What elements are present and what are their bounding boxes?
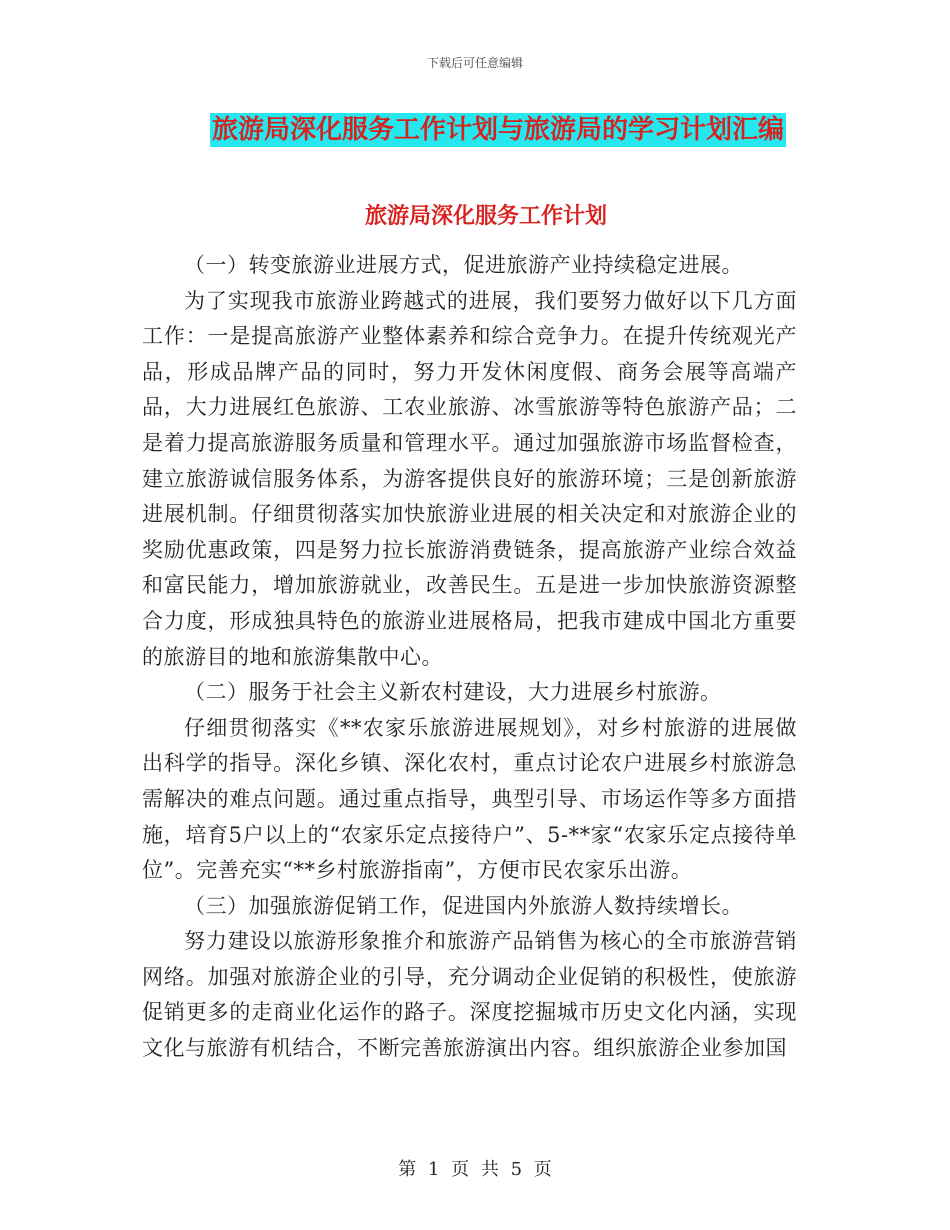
paragraph-body-2: 仔细贯彻落实《**农家乐旅游进展规划》，对乡村旅游的进展做出科学的指导。深化乡镇、深化农村，重点讨论农户进展乡村旅游急需解决的难点问题。通过重点指导，典型引导、市场运作等多方面措施，培育5户以上的“农家乐定点接待户”、5-**家“农家乐定点接待单位”。完善充实“**乡村旅游指南”，方便市民农家乐出游。 xyxy=(142,715,797,883)
paragraph-body-3: 努力建设以旅游形象推介和旅游产品销售为核心的全市旅游营销网络。加强对旅游企业的引导，充分调动企业促销的积极性，使旅游促销更多的走商业化运作的路子。深度挖掘城市历史文化内涵，实现文化与旅游有机结合，不断完善旅游演出内容。组织旅游企业参加国 xyxy=(142,929,797,1061)
paragraph-heading-2: （二）服务于社会主义新农村建设，大力进展乡村旅游。 xyxy=(184,680,722,705)
paragraph-heading-3: （三）加强旅游促销工作，促进国内外旅游人数持续增长。 xyxy=(184,893,743,918)
section-title: 旅游局深化服务工作计划 xyxy=(364,204,607,229)
document-title-container xyxy=(0,113,950,147)
page-header-note: 下载后可任意编辑 xyxy=(426,56,523,70)
document-title: 旅游局深化服务工作计划与旅游局的学习计划汇编 xyxy=(211,115,784,145)
document-body xyxy=(142,248,797,1067)
page-footer-page-number: 第 1 页 共 5 页 xyxy=(398,1159,552,1180)
paragraph-heading-1: （一）转变旅游业进展方式，促进旅游产业持续稳定进展。 xyxy=(184,253,743,277)
paragraph-body-1: 为了实现我市旅游业跨越式的进展，我们要努力做好以下几方面工作：一是提高旅游产业整体素养和综合竞争力。在提升传统观光产品，形成品牌产品的同时，努力开发休闲度假、商务会展等高端产品，大力进展红色旅游、工农业旅游、冰雪旅游等特色旅游产品；二是着力提高旅游服务质量和管理水平。通过加强旅游市场监督检查，建立旅游诚信服务体系，为游客提供良好的旅游环境；三是创新旅游进展机制。仔细贯彻落实加快旅游业进展的相关决定和对旅游企业的奖励优惠政策，四是努力拉长旅游消费链条，提高旅游产业综合效益和富民能力，增加旅游就业，改善民生。五是进一步加快旅游资源整合力度，形成独具特色的旅游业进展格局，把我市建成中国北方重要的旅游目的地和旅游集散中心。 xyxy=(142,288,797,669)
